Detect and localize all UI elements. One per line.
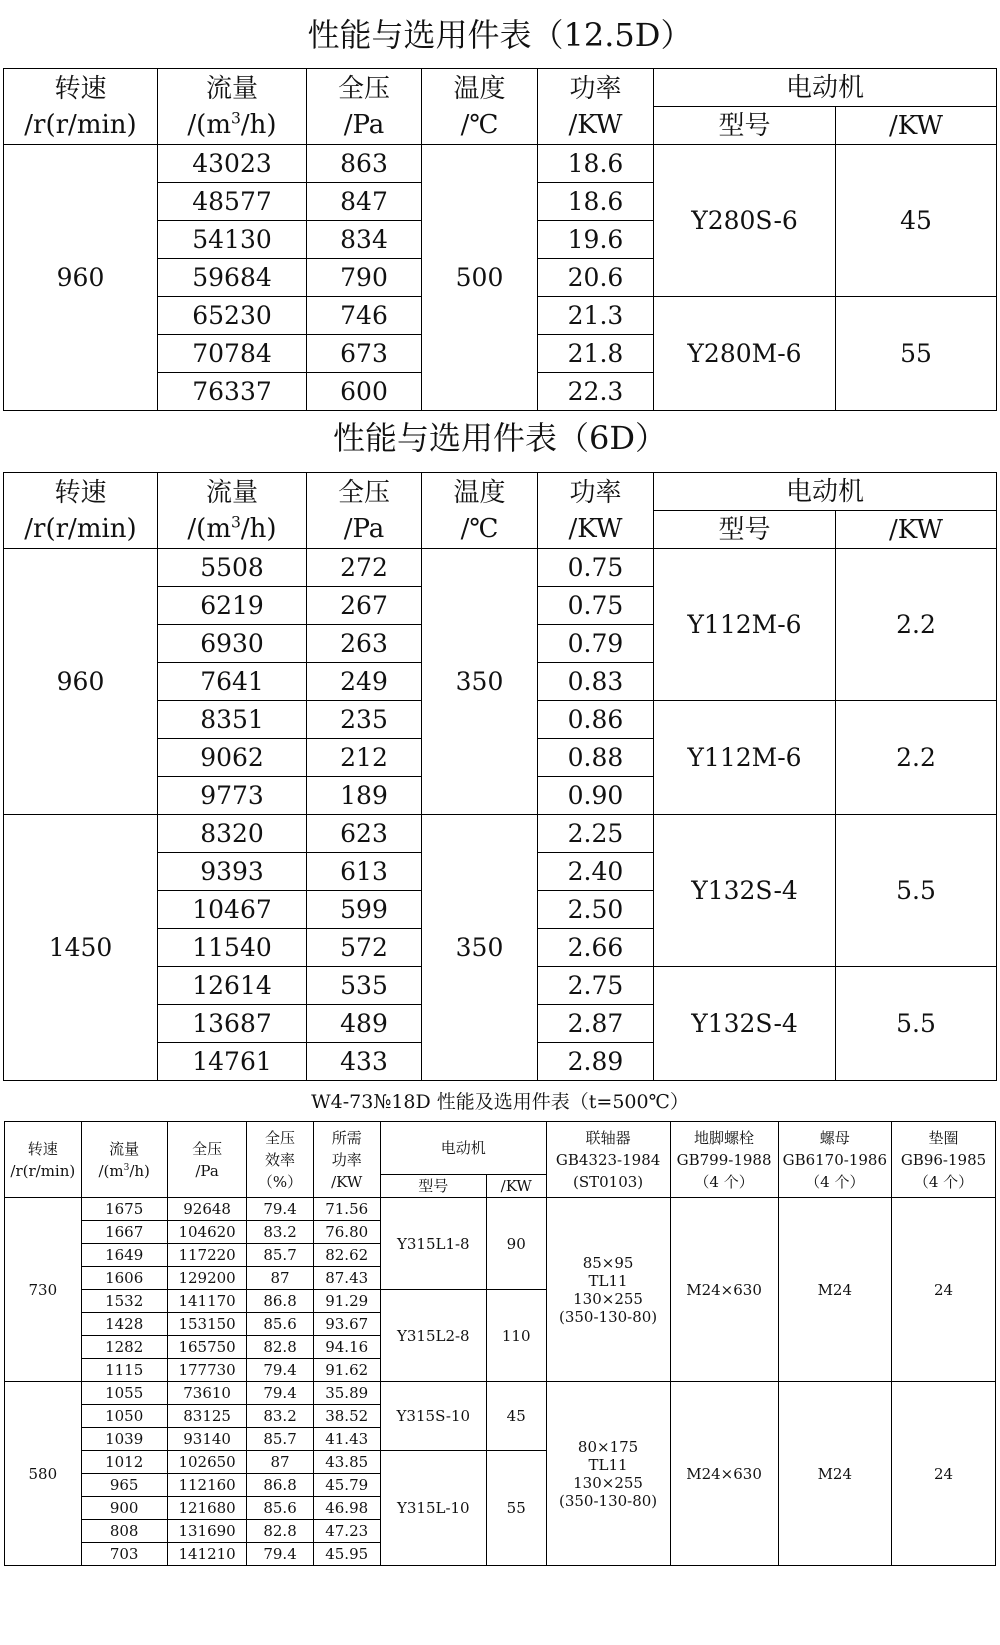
header-motor-kw: /KW <box>836 511 997 549</box>
flow-cell: 900 <box>81 1497 167 1520</box>
power-cell: 0.75 <box>538 549 654 587</box>
header-efficiency: 全压 效率 （%） <box>247 1122 313 1198</box>
efficiency-cell: 82.8 <box>247 1336 313 1359</box>
motor-model-cell: Y132S-4 <box>654 967 836 1081</box>
flow-cell: 1050 <box>81 1405 167 1428</box>
pressure-cell: 267 <box>307 587 422 625</box>
pressure-cell: 165750 <box>167 1336 247 1359</box>
power-cell: 0.90 <box>538 777 654 815</box>
pressure-cell: 189 <box>307 777 422 815</box>
efficiency-cell: 86.8 <box>247 1290 313 1313</box>
efficiency-cell: 79.4 <box>247 1198 313 1221</box>
flow-cell: 9062 <box>158 739 307 777</box>
motor-model-cell: Y280S-6 <box>654 145 836 297</box>
efficiency-cell: 87 <box>247 1451 313 1474</box>
efficiency-cell: 85.7 <box>247 1244 313 1267</box>
coupling-cell: 85×95 TL11 130×255 (350-130-80) <box>546 1198 670 1382</box>
flow-cell: 8351 <box>158 701 307 739</box>
table1-title: 性能与选用件表（12.5D） <box>307 16 693 54</box>
power-cell: 0.86 <box>538 701 654 739</box>
motor-kw-cell: 90 <box>486 1198 546 1290</box>
power-cell: 19.6 <box>538 221 654 259</box>
anchor-bolt-cell: M24×630 <box>670 1198 778 1382</box>
power-cell: 0.88 <box>538 739 654 777</box>
flow-cell: 7641 <box>158 663 307 701</box>
power-cell: 35.89 <box>313 1382 380 1405</box>
table-row <box>5 1382 996 1405</box>
efficiency-cell: 85.6 <box>247 1313 313 1336</box>
power-cell: 46.98 <box>313 1497 380 1520</box>
power-cell: 93.67 <box>313 1313 380 1336</box>
power-cell: 2.40 <box>538 853 654 891</box>
nut-cell: M24 <box>778 1198 891 1382</box>
motor-kw-cell: 55 <box>486 1451 546 1566</box>
power-cell: 0.79 <box>538 625 654 663</box>
pressure-cell: 623 <box>307 815 422 853</box>
table3-title: W4-73№18D 性能及选用件表（t=500℃） <box>311 1091 689 1113</box>
table-row <box>5 1198 996 1221</box>
header-speed: 转速 /r(r/min) <box>4 69 158 145</box>
motor-model-cell: Y315L2-8 <box>380 1290 486 1382</box>
motor-kw-cell: 5.5 <box>836 815 997 967</box>
table-row <box>4 145 997 183</box>
power-cell: 2.66 <box>538 929 654 967</box>
efficiency-cell: 86.8 <box>247 1474 313 1497</box>
pressure-cell: 790 <box>307 259 422 297</box>
flow-cell: 8320 <box>158 815 307 853</box>
pressure-cell: 177730 <box>167 1359 247 1382</box>
pressure-cell: 104620 <box>167 1221 247 1244</box>
pressure-cell: 272 <box>307 549 422 587</box>
pressure-cell: 83125 <box>167 1405 247 1428</box>
flow-cell: 6930 <box>158 625 307 663</box>
power-cell: 21.8 <box>538 335 654 373</box>
flow-cell: 703 <box>81 1543 167 1566</box>
flow-cell: 1649 <box>81 1244 167 1267</box>
power-cell: 2.75 <box>538 967 654 1005</box>
power-cell: 18.6 <box>538 145 654 183</box>
power-cell: 87.43 <box>313 1267 380 1290</box>
motor-kw-cell: 2.2 <box>836 549 997 701</box>
washer-cell: 24 <box>892 1382 996 1566</box>
pressure-cell: 673 <box>307 335 422 373</box>
table-w4-73-18d <box>4 1121 996 1566</box>
header-pressure: 全压 /Pa <box>167 1122 247 1198</box>
speed-cell: 730 <box>5 1198 82 1382</box>
motor-model-cell: Y112M-6 <box>654 701 836 815</box>
pressure-cell: 847 <box>307 183 422 221</box>
power-cell: 0.83 <box>538 663 654 701</box>
speed-cell: 1450 <box>4 815 158 1081</box>
header-motor-kw: /KW <box>486 1175 546 1198</box>
header-temperature: 温度 /℃ <box>422 69 538 145</box>
table-row <box>4 815 997 853</box>
power-cell: 43.85 <box>313 1451 380 1474</box>
header-flow: 流量 $/(m^3/h)$ <box>158 69 307 145</box>
header-motor-model: 型号 <box>380 1175 486 1198</box>
temperature-cell: 350 <box>422 549 538 815</box>
table-6d <box>3 472 997 1081</box>
header-motor: 电动机 <box>654 473 997 511</box>
pressure-cell: 112160 <box>167 1474 247 1497</box>
pressure-cell: 746 <box>307 297 422 335</box>
flow-cell: 808 <box>81 1520 167 1543</box>
power-cell: 20.6 <box>538 259 654 297</box>
table-header-row <box>5 1122 996 1175</box>
flow-cell: 965 <box>81 1474 167 1497</box>
pressure-cell: 613 <box>307 853 422 891</box>
anchor-bolt-cell: M24×630 <box>670 1382 778 1566</box>
pressure-cell: 535 <box>307 967 422 1005</box>
efficiency-cell: 85.6 <box>247 1497 313 1520</box>
motor-kw-cell: 110 <box>486 1290 546 1382</box>
header-anchor-bolt: 地脚螺栓 GB799-1988 （4 个） <box>670 1122 778 1198</box>
power-cell: 2.25 <box>538 815 654 853</box>
pressure-cell: 433 <box>307 1043 422 1081</box>
power-cell: 0.75 <box>538 587 654 625</box>
efficiency-cell: 87 <box>247 1267 313 1290</box>
flow-cell: 1532 <box>81 1290 167 1313</box>
pressure-cell: 572 <box>307 929 422 967</box>
power-cell: 91.62 <box>313 1359 380 1382</box>
nut-cell: M24 <box>778 1382 891 1566</box>
flow-cell: 14761 <box>158 1043 307 1081</box>
power-cell: 76.80 <box>313 1221 380 1244</box>
motor-model-cell: Y132S-4 <box>654 815 836 967</box>
power-cell: 21.3 <box>538 297 654 335</box>
motor-model-cell: Y112M-6 <box>654 549 836 701</box>
pressure-cell: 131690 <box>167 1520 247 1543</box>
table2-title: 性能与选用件表（6D） <box>332 419 668 457</box>
flow-cell: 76337 <box>158 373 307 411</box>
flow-cell: 10467 <box>158 891 307 929</box>
temperature-cell: 500 <box>422 145 538 411</box>
speed-cell: 960 <box>4 145 158 411</box>
header-motor-model: 型号 <box>654 511 836 549</box>
power-cell: 41.43 <box>313 1428 380 1451</box>
header-power: 功率 /KW <box>538 473 654 549</box>
flow-cell: 70784 <box>158 335 307 373</box>
motor-model-cell: Y315L1-8 <box>380 1198 486 1290</box>
pressure-cell: 834 <box>307 221 422 259</box>
header-speed: 转速 /r(r/min) <box>5 1122 82 1198</box>
header-temperature: 温度 /℃ <box>422 473 538 549</box>
header-power: 所需 功率 /KW <box>313 1122 380 1198</box>
pressure-cell: 263 <box>307 625 422 663</box>
pressure-cell: 92648 <box>167 1198 247 1221</box>
efficiency-cell: 83.2 <box>247 1221 313 1244</box>
pressure-cell: 141210 <box>167 1543 247 1566</box>
pressure-cell: 141170 <box>167 1290 247 1313</box>
efficiency-cell: 85.7 <box>247 1428 313 1451</box>
table-header-row <box>4 473 997 511</box>
flow-cell: 48577 <box>158 183 307 221</box>
flow-cell: 65230 <box>158 297 307 335</box>
power-cell: 45.95 <box>313 1543 380 1566</box>
header-power: 功率 /KW <box>538 69 654 145</box>
motor-kw-cell: 2.2 <box>836 701 997 815</box>
motor-kw-cell: 45 <box>836 145 997 297</box>
flow-cell: 1115 <box>81 1359 167 1382</box>
header-motor: 电动机 <box>654 69 997 107</box>
flow-cell: 5508 <box>158 549 307 587</box>
flow-cell: 9393 <box>158 853 307 891</box>
header-flow: 流量 $/(m^3/h)$ <box>158 473 307 549</box>
header-coupling: 联轴器 GB4323-1984 (ST0103) <box>546 1122 670 1198</box>
efficiency-cell: 79.4 <box>247 1543 313 1566</box>
power-cell: 2.87 <box>538 1005 654 1043</box>
power-cell: 2.50 <box>538 891 654 929</box>
flow-cell: 1282 <box>81 1336 167 1359</box>
coupling-cell: 80×175 TL11 130×255 (350-130-80) <box>546 1382 670 1566</box>
header-pressure: 全压 /Pa <box>307 69 422 145</box>
header-pressure: 全压 /Pa <box>307 473 422 549</box>
header-motor-model: 型号 <box>654 107 836 145</box>
flow-cell: 13687 <box>158 1005 307 1043</box>
pressure-cell: 235 <box>307 701 422 739</box>
motor-kw-cell: 45 <box>486 1382 546 1451</box>
header-speed: 转速 /r(r/min) <box>4 473 158 549</box>
power-cell: 2.89 <box>538 1043 654 1081</box>
pressure-cell: 600 <box>307 373 422 411</box>
flow-cell: 1055 <box>81 1382 167 1405</box>
pressure-cell: 863 <box>307 145 422 183</box>
flow-cell: 9773 <box>158 777 307 815</box>
efficiency-cell: 83.2 <box>247 1405 313 1428</box>
power-cell: 71.56 <box>313 1198 380 1221</box>
power-cell: 38.52 <box>313 1405 380 1428</box>
pressure-cell: 249 <box>307 663 422 701</box>
flow-cell: 12614 <box>158 967 307 1005</box>
power-cell: 82.62 <box>313 1244 380 1267</box>
flow-cell: 1675 <box>81 1198 167 1221</box>
header-motor: 电动机 <box>380 1122 546 1175</box>
efficiency-cell: 79.4 <box>247 1359 313 1382</box>
flow-cell: 1012 <box>81 1451 167 1474</box>
flow-cell: 43023 <box>158 145 307 183</box>
power-cell: 45.79 <box>313 1474 380 1497</box>
speed-cell: 960 <box>4 549 158 815</box>
flow-cell: 6219 <box>158 587 307 625</box>
pressure-cell: 129200 <box>167 1267 247 1290</box>
power-cell: 47.23 <box>313 1520 380 1543</box>
pressure-cell: 73610 <box>167 1382 247 1405</box>
table-12-5d <box>3 68 997 411</box>
pressure-cell: 121680 <box>167 1497 247 1520</box>
motor-kw-cell: 5.5 <box>836 967 997 1081</box>
header-motor-kw: /KW <box>836 107 997 145</box>
pressure-cell: 117220 <box>167 1244 247 1267</box>
temperature-cell: 350 <box>422 815 538 1081</box>
motor-kw-cell: 55 <box>836 297 997 411</box>
speed-cell: 580 <box>5 1382 82 1566</box>
pressure-cell: 212 <box>307 739 422 777</box>
header-nut: 螺母 GB6170-1986 （4 个） <box>778 1122 891 1198</box>
efficiency-cell: 82.8 <box>247 1520 313 1543</box>
header-washer: 垫圈 GB96-1985 （4 个） <box>892 1122 996 1198</box>
header-flow: 流量 $/(m^3/h)$ <box>81 1122 167 1198</box>
power-cell: 91.29 <box>313 1290 380 1313</box>
flow-cell: 1606 <box>81 1267 167 1290</box>
efficiency-cell: 79.4 <box>247 1382 313 1405</box>
pressure-cell: 599 <box>307 891 422 929</box>
power-cell: 94.16 <box>313 1336 380 1359</box>
flow-cell: 11540 <box>158 929 307 967</box>
flow-cell: 54130 <box>158 221 307 259</box>
pressure-cell: 102650 <box>167 1451 247 1474</box>
motor-model-cell: Y315S-10 <box>380 1382 486 1451</box>
pressure-cell: 489 <box>307 1005 422 1043</box>
flow-cell: 1039 <box>81 1428 167 1451</box>
flow-cell: 1428 <box>81 1313 167 1336</box>
motor-model-cell: Y315L-10 <box>380 1451 486 1566</box>
pressure-cell: 153150 <box>167 1313 247 1336</box>
table-header-row <box>4 69 997 107</box>
flow-cell: 1667 <box>81 1221 167 1244</box>
power-cell: 18.6 <box>538 183 654 221</box>
flow-cell: 59684 <box>158 259 307 297</box>
pressure-cell: 93140 <box>167 1428 247 1451</box>
power-cell: 22.3 <box>538 373 654 411</box>
washer-cell: 24 <box>892 1198 996 1382</box>
motor-model-cell: Y280M-6 <box>654 297 836 411</box>
table-row <box>4 549 997 587</box>
